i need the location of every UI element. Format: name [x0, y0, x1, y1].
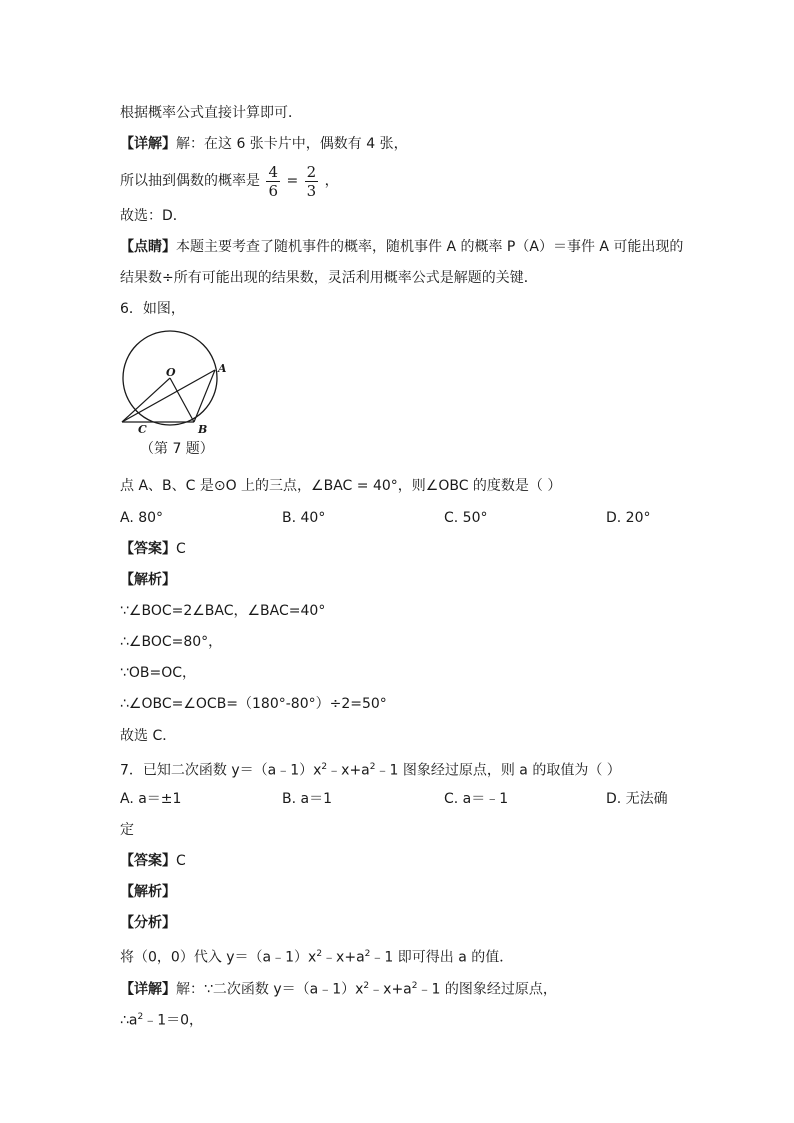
text-line: ∴∠BOC=80°， — [120, 634, 223, 650]
text-line: 定 — [120, 822, 134, 838]
q6-option-c: C. 50° — [444, 510, 488, 526]
circle-figure — [118, 330, 230, 435]
superscript: 2 — [137, 1012, 144, 1022]
q6-option-a: A. 80° — [120, 510, 164, 526]
text-line — [120, 1007, 203, 1031]
question-6-title: 6．如图， — [120, 301, 185, 317]
label-a: A — [218, 362, 227, 375]
answer-value: C — [176, 541, 186, 557]
text-span: 解：∵二次函数 y＝（a﹣1）x — [176, 981, 364, 998]
fraction — [305, 163, 319, 200]
answer-value: C — [176, 853, 186, 869]
text-span: 本题主要考查了随机事件的概率，随机事件 A 的概率 P（A）＝事件 A 可能出现的 — [176, 239, 684, 255]
section-tag: 【点睛】 — [120, 239, 176, 255]
superscript: 2 — [321, 762, 328, 772]
text-span: ， — [324, 173, 339, 189]
text-span: ﹣x+a — [369, 981, 412, 998]
fraction-denominator: 3 — [306, 181, 317, 200]
text-line — [120, 134, 408, 154]
superscript: 2 — [369, 762, 376, 772]
text-span: ﹣x+a — [327, 762, 370, 779]
section-tag: 【分析】 — [120, 915, 176, 931]
section-tag: 【解析】 — [120, 572, 176, 588]
section-tag: 【解析】 — [120, 884, 176, 900]
text-line: ∵OB=OC， — [120, 665, 197, 681]
equals-sign: = — [286, 173, 299, 189]
text-line — [120, 976, 557, 1000]
section-tag: 【答案】 — [120, 541, 176, 557]
superscript: 2 — [316, 949, 323, 959]
q7-option-d: D. 无法确 — [606, 791, 668, 807]
answer-line — [120, 539, 186, 559]
text-span: 所以抽到偶数的概率是 — [120, 173, 260, 189]
text-line: ∴∠OBC=∠OCB=（180°-80°）÷2=50° — [120, 696, 387, 712]
question-7-text — [120, 757, 621, 781]
text-line: 故选：D． — [120, 208, 187, 224]
section-tag: 【详解】 — [120, 981, 176, 998]
q7-option-a: A. a＝±1 — [120, 791, 182, 807]
text-line: 结果数÷所有可能出现的结果数，灵活利用概率公式是解题的关键． — [120, 270, 538, 286]
label-b: B — [198, 423, 208, 435]
text-span: ﹣1＝0， — [143, 1012, 204, 1029]
q7-option-c: C. a＝﹣1 — [444, 791, 509, 807]
answer-line — [120, 851, 186, 871]
segment-ab — [194, 370, 215, 422]
label-o: O — [166, 366, 176, 379]
superscript: 2 — [363, 981, 370, 991]
q6-option-b: B. 40° — [282, 510, 326, 526]
text-line — [120, 237, 683, 257]
superscript: 2 — [411, 981, 418, 991]
text-span: 解：在这 6 张卡片中，偶数有 4 张， — [176, 136, 408, 152]
text-span: ﹣1 的图象经过原点， — [417, 981, 557, 998]
section-tag: 【答案】 — [120, 853, 176, 869]
fraction-numerator: 2 — [306, 162, 317, 181]
text-line — [120, 944, 513, 968]
text-line: 故选 C． — [120, 728, 177, 744]
fraction-numerator: 4 — [268, 162, 278, 181]
fraction-denominator: 6 — [268, 181, 278, 200]
text-line: ∵∠BOC=2∠BAC，∠BAC=40° — [120, 603, 326, 619]
text-line: 根据概率公式直接计算即可． — [120, 105, 302, 121]
q6-option-d: D. 20° — [606, 510, 651, 526]
text-span: ∴a — [120, 1012, 138, 1029]
text-line — [120, 162, 339, 200]
fraction — [266, 163, 280, 200]
segment-ob — [170, 378, 194, 422]
text-span: 将（0，0）代入 y＝（a﹣1）x — [120, 949, 317, 966]
text-span: ﹣1 图象经过原点，则 a 的取值为（ ） — [375, 762, 621, 779]
text-span: ﹣1 即可得出 a 的值． — [370, 949, 514, 966]
text-span: 7．已知二次函数 y＝（a﹣1）x — [120, 762, 322, 779]
label-c: C — [138, 423, 147, 435]
section-tag: 【详解】 — [120, 136, 176, 152]
q7-option-b: B. a＝1 — [282, 791, 332, 807]
text-span: ﹣x+a — [322, 949, 365, 966]
figure-caption: （第 7 题） — [140, 441, 214, 457]
superscript: 2 — [364, 949, 371, 959]
question-6-text: 点 A、B、C 是⊙O 上的三点，∠BAC = 40°，则∠OBC 的度数是（ ） — [120, 478, 562, 494]
